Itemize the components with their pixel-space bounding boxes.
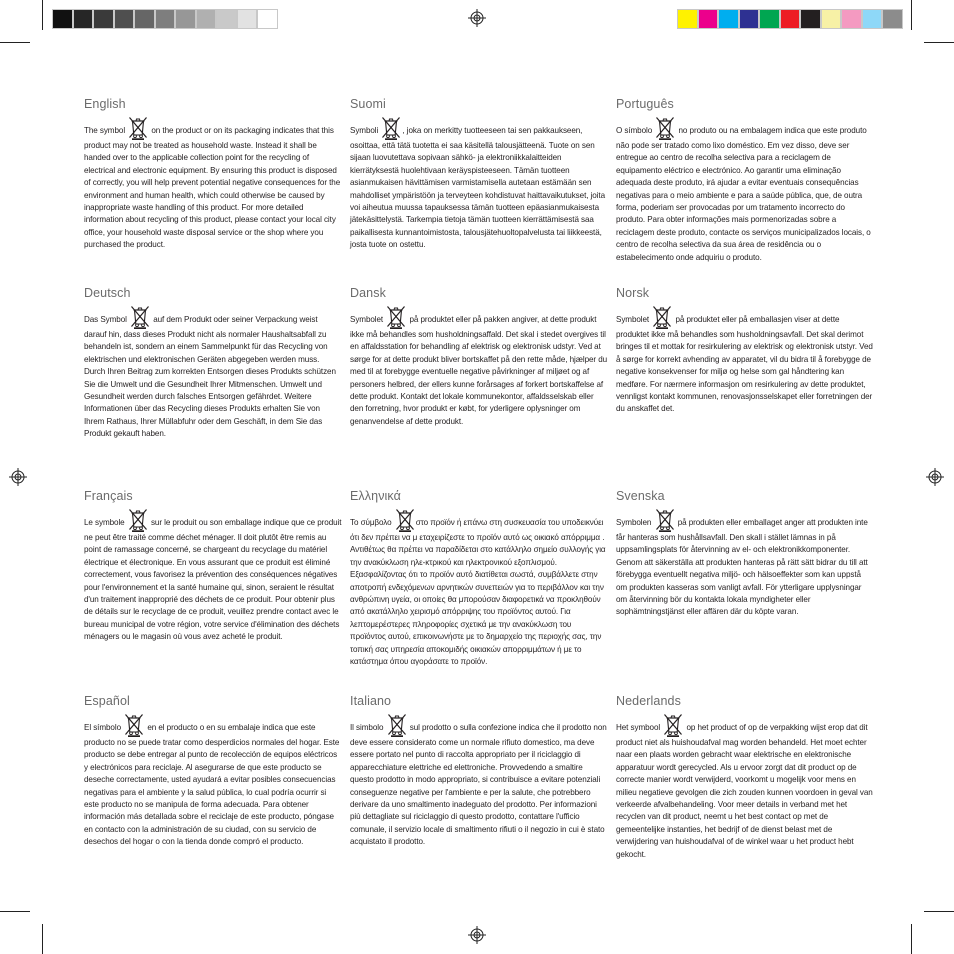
- section-norsk: [616, 286, 874, 416]
- body-text: auf dem Produkt oder seiner Verpackung weist darauf hin, dass dieses Produkt nicht als normaler Haushaltsabfall zu behandeln ist, sondern an einem Sammelpunkt für das Recycling von elektrischen und elektronischen Geräten abgegeben werden muss. Durch Ihren Beitrag zum korrekten Entsorgen dieses Produkts schützen Sie die Umwelt und die Gesundheit Ihrer Mitmenschen. Umwelt und Gesundheit werden durch falsches Entsorgen gefährdet. Weitere Informationen über das Recycling dieses Produkts erhalten Sie von Ihrem Rathaus, Ihrer Müllabfuhr oder dem Geschäft, in dem Sie das Produkt gekauft haben.: [84, 315, 336, 439]
- body-lead-text: Das Symbol: [84, 315, 127, 324]
- body-lead-text: Il simbolo: [350, 723, 384, 732]
- section-francais: [84, 489, 342, 644]
- section-dansk: [350, 286, 608, 428]
- crop-mark: [924, 911, 954, 912]
- color-swatch: [759, 9, 780, 29]
- body-text: στο προϊόν ή επάνω στη συσκευασία του υποδεικνύει ότι δεν πρέπει να μ εταχειρίζεστε το προϊόν αυτό ως οικιακό απόρριμμα . Αντιθέτως θα πρέπει να παραδίδεται στο κατάλληλο σημείο συλλογής για την ανακύκλωση ηλε-κτρικού και ηλεκτρονικού εξοπλισμού. Εξασφαλίζοντας ότι το προϊόν αυτό διατίθεται σωστά, συμβάλλετε στην αποτροπή ενδεχόμενων αρνητικών συνεπειών για το περιβάλλον και την ανθρώπινη υγεία, οι οποίες θα μπορούσαν διαφορετικά να προκληθούν από ακατάλληλο χειρισμό απόρριψης του προϊόντος αυτού. Για λεπτομερέστερες πληροφορίες σχετικά με την ανακύκλωση του προϊόντος αυτού, επικοινωνήστε με το δημαρχείο της περιοχής σας, την τοπική σας υπηρεσία αποκομιδής οικιακών απορριμμάτων ή με το κατάστημα όπου αγοράσατε το προϊόν.: [350, 518, 606, 667]
- section-heading: Português: [616, 97, 674, 111]
- color-swatch: [237, 9, 258, 29]
- section-body: [616, 124, 874, 264]
- body-text: on the product or on its packaging indicates that this product may not be treated as household waste. Instead it shall be handed over to the applicable collection point for the recycling of electrical and electronic equipment. By ensuring this product is disposed of correctly, you will help prevent potential negative consequences for the environment and human health, which could otherwise be caused by inappropriate waste handling of this product. For more detailed information about recycling of this product, please contact your local city office, your household waste disposal service or the shop where you purchased the product.: [84, 126, 341, 250]
- crossed-out-wheelie-bin-icon: [655, 508, 675, 532]
- section-heading: Norsk: [616, 286, 650, 300]
- crossed-out-wheelie-bin-icon: [655, 116, 675, 140]
- section-portugues: [616, 97, 874, 264]
- crossed-out-wheelie-bin-icon: [386, 305, 406, 329]
- crossed-out-wheelie-bin-icon: [381, 116, 401, 140]
- color-swatch: [52, 9, 73, 29]
- registration-mark-left-icon: [9, 468, 27, 486]
- body-lead-text: The symbol: [84, 126, 126, 135]
- section-ellinika: [350, 489, 608, 668]
- section-suomi: [350, 97, 608, 252]
- color-swatch: [134, 9, 155, 29]
- color-swatch: [718, 9, 739, 29]
- body-lead-text: Symboli: [350, 126, 379, 135]
- section-heading: Suomi: [350, 97, 386, 111]
- body-lead-text: El símbolo: [84, 723, 121, 732]
- section-body: [84, 516, 342, 644]
- color-swatch: [257, 9, 278, 29]
- body-lead-text: Symbolen: [616, 518, 652, 527]
- crossed-out-wheelie-bin-icon: [128, 116, 148, 140]
- color-swatch: [175, 9, 196, 29]
- color-swatch: [739, 9, 760, 29]
- section-english: [84, 97, 342, 252]
- body-lead-text: O símbolo: [616, 126, 653, 135]
- color-swatch: [155, 9, 176, 29]
- section-heading: Ελληνικά: [350, 489, 401, 503]
- color-swatch: [882, 9, 903, 29]
- greyscale-color-bar: [52, 9, 278, 29]
- registration-mark-right-icon: [926, 468, 944, 486]
- section-heading: Deutsch: [84, 286, 131, 300]
- color-swatch: [73, 9, 94, 29]
- body-text: , joka on merkitty tuotteeseen tai sen pakkaukseen, osoittaa, että tätä tuotetta ei saa käsitellä talousjätteenä. Tuote on sen sijaan luovutettava sopivaan sähkö- ja elektroniikkalaitteiden kierrätyksestä huolehtivaan keräyspisteeseen. Tämän tuotteen asianmukaisen hävittämisen varmistamisella autetaan estämään sen mahdolliset ympäristöön ja terveyteen kohdistuvat haittavaikutukset, joita voi aiheutua muussa tapauksessa tämän tuotteen epäasianmukaisesta jätekäsittelystä. Tarkempia tietoja tämän tuotteen kierrättämisestä saa paikallisesta kunnantoimistosta, talousjätehuoltopalvelusta tai liikkeestä, josta tuote on ostettu.: [350, 126, 606, 250]
- color-swatch: [698, 9, 719, 29]
- section-heading: Español: [84, 694, 130, 708]
- crossed-out-wheelie-bin-icon: [387, 713, 407, 737]
- section-body: [350, 124, 608, 252]
- body-lead-text: Het symbool: [616, 723, 661, 732]
- registration-mark-top-icon: [468, 9, 486, 27]
- body-lead-text: Το σύμβολο: [350, 518, 392, 527]
- section-body: [616, 313, 874, 416]
- section-italiano: [350, 694, 608, 849]
- section-body: [84, 721, 342, 849]
- section-heading: Nederlands: [616, 694, 681, 708]
- color-swatch: [800, 9, 821, 29]
- registration-mark-bottom-icon: [468, 926, 486, 944]
- body-text: sur le produit ou son emballage indique que ce produit ne peut être traité comme déchet ménager. Il doit plutôt être remis au point de ramassage concerné, se chargeant du recyclage du matériel électrique et électronique. En vous assurant que ce produit est éliminé correctement, vous favorisez la prévention des conséquences négatives pour l'environnement et la santé humaine qui, sinon, seraient le résultat d'un traitement inapproprié des déchets de ce produit. Pour obtenir plus de détails sur le recyclage de ce produit, veuillez prendre contact avec le bureau municipal de votre région, votre service d'élimination des déchets ménagers ou le magasin où vous avez acheté le produit.: [84, 518, 342, 642]
- body-lead-text: Le symbole: [84, 518, 125, 527]
- color-swatch: [841, 9, 862, 29]
- color-swatch: [196, 9, 217, 29]
- color-swatch: [821, 9, 842, 29]
- crop-mark: [911, 924, 912, 954]
- section-body: [84, 313, 342, 441]
- crop-mark: [911, 0, 912, 30]
- color-swatch: [114, 9, 135, 29]
- section-deutsch: [84, 286, 342, 441]
- crossed-out-wheelie-bin-icon: [130, 305, 150, 329]
- process-color-bar: [677, 9, 903, 29]
- section-heading: Dansk: [350, 286, 386, 300]
- crossed-out-wheelie-bin-icon: [652, 305, 672, 329]
- section-body: [616, 721, 874, 861]
- section-heading: Français: [84, 489, 133, 503]
- color-swatch: [93, 9, 114, 29]
- color-swatch: [216, 9, 237, 29]
- body-lead-text: Symbolet: [616, 315, 650, 324]
- crossed-out-wheelie-bin-icon: [128, 508, 148, 532]
- body-text: på produktet eller på pakken angiver, at dette produkt ikke må behandles som husholdningsaffald. Det skal i stedet overgives til en affaldsstation for behandling af elektrisk og elektronisk udstyr. Ved at sørge for at dette produkt bliver bortskaffet på den rette måde, hjælper du med til at forebygge eventuelle negative påvirkninger af miljøet og af personers helbred, der ellers kunne forårsages af forkert bortskaffelse af dette produkt. Kontakt det lokale kommunekontor, affaldsselskab eller den forretning, hvor produkt er købt, for yderligere oplysninger om genanvendelse af dette produkt.: [350, 315, 608, 426]
- crop-mark: [0, 42, 30, 43]
- crossed-out-wheelie-bin-icon: [663, 713, 683, 737]
- crossed-out-wheelie-bin-icon: [395, 508, 415, 532]
- body-text: sul prodotto o sulla confezione indica che il prodotto non deve essere considerato come un normale rifiuto domestico, ma deve essere portato nel punto di raccolta appropriato per il riciclaggio di apparecchiature elettriche ed elettroniche. Provvedendo a smaltire questo prodotto in modo appropriato, si contribuisce a evitare potenziali conseguenze negative per l'ambiente e per la salute, che potrebbero derivare da uno smaltimento inadeguato del prodotto. Per informazioni più dettagliate sul riciclaggio di questo prodotto, contattare l'ufficio comunale, il servizio locale di smaltimento rifiuti o il negozio in cui è stato acquistato il prodotto.: [350, 723, 607, 847]
- crop-mark: [42, 924, 43, 954]
- section-body: [350, 721, 608, 849]
- crop-mark: [42, 0, 43, 30]
- section-nederlands: [616, 694, 874, 861]
- section-body: [350, 313, 608, 428]
- body-text: på produkten eller emballaget anger att produkten inte får hanteras som hushållsavfall. Den skall i stället lämnas in på uppsamlingsplats för återvinning av el- och elektronikkomponenter. Genom att säkerställa att produkten hanteras på rätt sätt bidrar du till att förebygga eventuellt negativa miljö- och hälsoeffekter som kan uppstå om produkten kasseras som vanligt avfall. För ytterligare upplysningar om återvinning bör du kontakta lokala myndigheter eller sophämtningstjänst eller affären där du köpte varan.: [616, 518, 868, 617]
- section-heading: Svenska: [616, 489, 665, 503]
- section-body: [350, 516, 608, 668]
- crossed-out-wheelie-bin-icon: [124, 713, 144, 737]
- body-text: på produktet eller på emballasjen viser at dette produktet ikke må behandles som husholdningsavfall. Det skal derimot bringes til et mottak for resirkulering av elektrisk og elektronisk utstyr. Ved å sørge for korrekt avhending av apparatet, vil du bidra til å forebygge de negative konsekvenser for miljø og helse som gal håndtering kan medføre. For nærmere informasjon om resirkulering av dette produktet, vennligst kontakt kommunen, renovasjonsselskapet eller forretningen der du anskaffet det.: [616, 315, 873, 414]
- color-swatch: [862, 9, 883, 29]
- section-body: [84, 124, 342, 252]
- section-body: [616, 516, 874, 619]
- section-heading: English: [84, 97, 126, 111]
- color-swatch: [677, 9, 698, 29]
- crop-mark: [0, 911, 30, 912]
- section-espanol: [84, 694, 342, 849]
- body-text: no produto ou na embalagem indica que este produto não pode ser tratado como lixo doméstico. Em vez disso, deve ser entregue ao centro de recolha selectiva para a reciclagem de equipamento eléctrico e electrónico. Ao garantir uma eliminação adequada deste produto, irá ajudar a evitar eventuais consequências negativas para o meio ambiente e para a saúde pública, que, de outra forma, poderiam ser provocadas por um tratamento incorrecto do produto. Para obter informações mais pormenorizadas sobre a reciclagem deste produto, contacte os serviços municipalizados locais, o centro de recolha selectiva da sua área de residência ou o estabelecimento onde adquiriu o produto.: [616, 126, 871, 262]
- color-swatch: [780, 9, 801, 29]
- crop-mark: [924, 42, 954, 43]
- body-text: op het product of op de verpakking wijst erop dat dit product niet als huishoudafval mag worden behandeld. Het moet echter naar een plaats worden gebracht waar elektrische en elektronische apparatuur wordt gerecycled. Als u ervoor zorgt dat dit product op de correcte manier wordt verwijderd, voorkomt u mogelijk voor mens en milieu negatieve gevolgen die zich zouden kunnen voordoen in geval van verkeerde afvalbehandeling. Voor meer details in verband met het recyclen van dit product, neemt u het best contact op met de gemeentelijke instanties, het bedrijf of de dienst belast met de verwijdering van huishoudafval of de winkel waar u het product hebt gekocht.: [616, 723, 873, 859]
- section-svenska: [616, 489, 874, 619]
- body-lead-text: Symbolet: [350, 315, 384, 324]
- section-heading: Italiano: [350, 694, 392, 708]
- body-text: en el producto o en su embalaje indica que este producto no se puede tratar como desperdicios normales del hogar. Este producto se debe entregar al punto de recolección de equipos eléctricos y electrónicos para reciclaje. Al asegurarse de que este producto se deseche correctamente, usted ayudará a evitar posibles consecuencias negativas para el ambiente y la salud pública, lo cual podría ocurrir si este producto no se manipula de forma adecuada. Para obtener información más detallada sobre el reciclaje de este producto, póngase en contacto con la administración de su ciudad, con su servicio de desechos del hogar o con la tienda donde compró el producto.: [84, 723, 340, 847]
